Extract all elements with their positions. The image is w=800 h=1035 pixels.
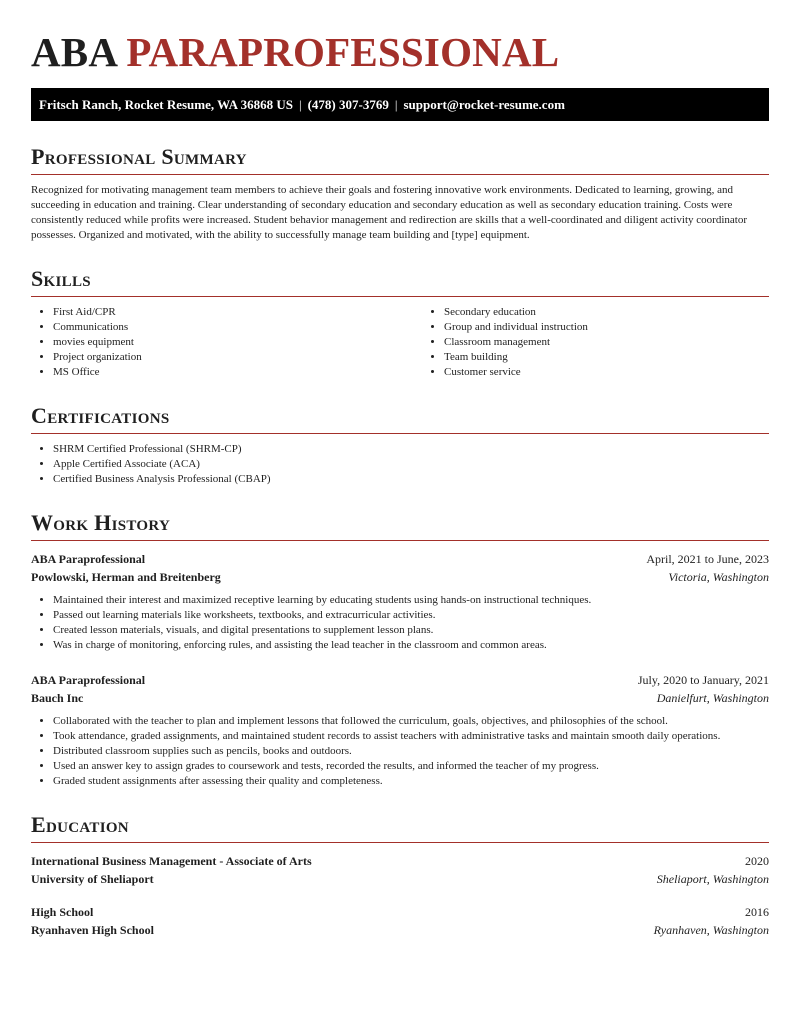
job-duty: • Took attendance, graded assignments, and maintained student records to assist teachers with administrative tasks and maintain smooth daily operations. [53,729,769,744]
job-duties [31,593,769,653]
certification-item: • SHRM Certified Professional (SHRM-CP) [53,442,769,457]
contact-phone: (478) 307-3769 [307,97,389,112]
job-company-row [31,689,769,707]
candidate-name [31,0,769,74]
education-school-row [31,921,769,939]
job-role: ABA Paraprofessional [31,673,146,687]
name-last: PARAPROFESSIONAL [126,29,560,75]
education-school: University of Sheliaport [31,872,154,886]
job-duty: • Collaborated with the teacher to plan and implement lessons that followed the curriculum, goals, objectives, and philosophies of the school. [53,714,769,729]
contact-bar [31,88,769,121]
skill-item: • Communications [53,320,422,335]
job-duty: • Was in charge of monitoring, enforcing rules, and assisting the lead teacher in the classroom and common areas. [53,638,769,653]
education-degree: High School [31,905,94,919]
job-duty: • Created lesson materials, visuals, and digital presentations to supplement lesson plans. [53,623,769,638]
skill-item: • Secondary education [444,305,800,320]
job-duties [31,714,769,789]
work-history-heading: Work History [31,509,769,541]
skills-column-left [31,305,422,380]
job-duty: • Passed out learning materials like worksheets, textbooks, and extracurricular activities. [53,608,769,623]
skill-item: • MS Office [53,365,422,380]
job-header-row [31,550,769,568]
certification-item: • Certified Business Analysis Professional (CBAP) [53,472,769,487]
education-degree-row [31,852,769,870]
education-degree-row [31,903,769,921]
job-company: Bauch Inc [31,691,84,705]
job-location: Victoria, Washington [668,570,769,584]
contact-separator: | [394,97,398,112]
job-company: Powlowski, Herman and Breitenberg [31,570,221,584]
job-company-row [31,568,769,586]
skill-item: • Team building [444,350,800,365]
job-header-row [31,671,769,689]
education-degree: International Business Management - Associate of Arts [31,854,312,868]
job-dates: April, 2021 to June, 2023 [646,552,769,566]
skill-item: • First Aid/CPR [53,305,422,320]
contact-email[interactable]: support@rocket-resume.com [403,97,565,112]
job-dates: July, 2020 to January, 2021 [637,673,769,687]
job-location: Danielfurt, Washington [656,691,769,705]
name-first: ABA [31,29,116,75]
job-role: ABA Paraprofessional [31,552,146,566]
job-duty: • Used an answer key to assign grades to coursework and tests, recorded the results, and informed the teacher of my progress. [53,759,769,774]
education-location: Ryanhaven, Washington [653,923,769,937]
education-entry [31,852,769,888]
summary-heading: Professional Summary [31,143,769,175]
certifications-heading: Certifications [31,402,769,434]
skills-list [31,297,769,380]
job-entry [31,550,769,653]
certifications-list [31,442,769,487]
skill-item: • Customer service [444,365,800,380]
job-duty: • Graded student assignments after assessing their quality and completeness. [53,774,769,789]
skill-item: • Classroom management [444,335,800,350]
education-heading: Education [31,811,769,843]
education-location: Sheliaport, Washington [656,872,769,886]
education-entry [31,903,769,939]
education-year: 2020 [745,854,769,868]
contact-address: Fritsch Ranch, Rocket Resume, WA 36868 US [39,97,293,112]
job-duty: • Maintained their interest and maximized receptive learning by educating students using hands-on instructional techniques. [53,593,769,608]
skill-item: • Project organization [53,350,422,365]
certification-item: • Apple Certified Associate (ACA) [53,457,769,472]
job-duty: • Distributed classroom supplies such as pencils, books and outdoors. [53,744,769,759]
education-year: 2016 [745,905,769,919]
job-entry [31,671,769,789]
summary-text: Recognized for motivating management team members to achieve their goals and fostering innovative work environments. Dedicated to learning, growing, and succeeding in education and training. Clear understanding of secondary education and secondary education as well as secondary education training. Costs were consistently reduced while profits were increased. Student behavior management and redirection are skills that a well-coordinated and diligent activity coordinator possesses. Organized and motivated, with the ability to successfully manage team building and [type] equipment. [31,184,747,241]
contact-separator: | [298,97,302,112]
education-school-row [31,870,769,888]
skill-item: • movies equipment [53,335,422,350]
skill-item: • Group and individual instruction [444,320,800,335]
skills-column-right [422,305,800,380]
education-school: Ryanhaven High School [31,923,154,937]
skills-heading: Skills [31,265,769,297]
